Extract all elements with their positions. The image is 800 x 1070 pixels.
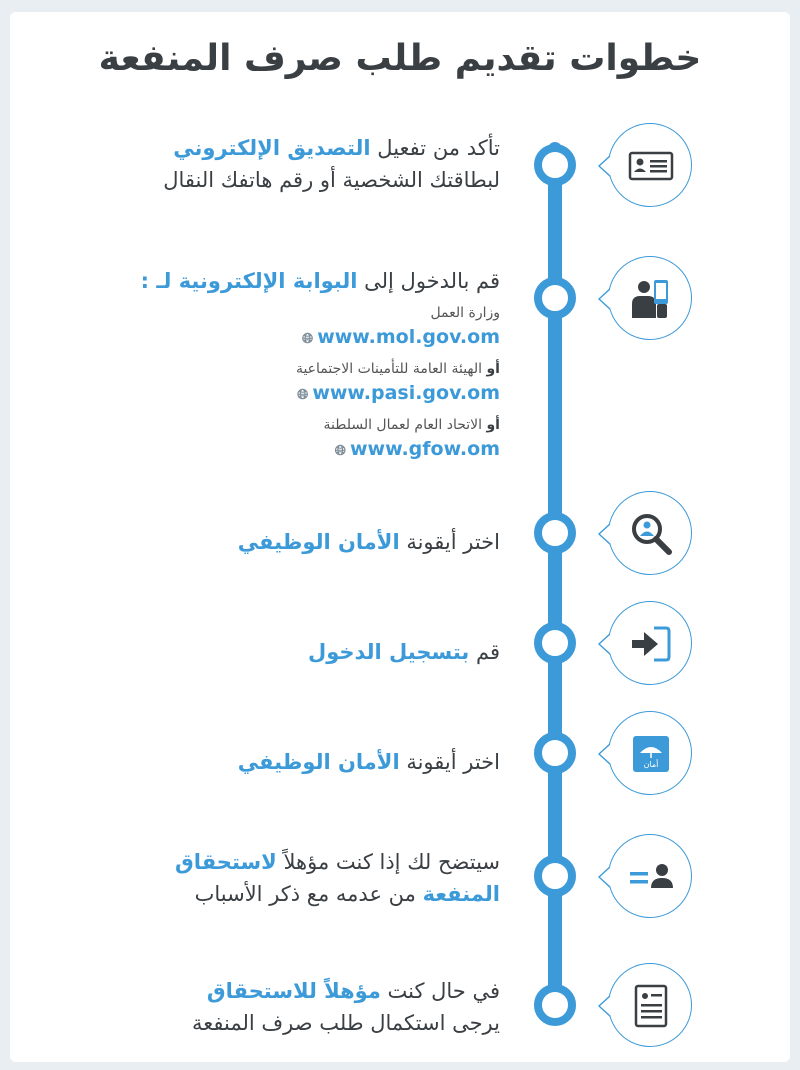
step-4-bubble bbox=[608, 601, 692, 685]
step-2-highlight: البوابة الإلكترونية لـ : bbox=[140, 269, 358, 293]
step-3-highlight: الأمان الوظيفي bbox=[237, 530, 400, 554]
step-3-bubble bbox=[608, 491, 692, 575]
step-2-bubble bbox=[608, 256, 692, 340]
site-1-label: وزارة العمل bbox=[430, 305, 500, 321]
site-2-url[interactable]: 🌐︎ www.pasi.gov.om bbox=[70, 379, 500, 409]
timeline-node-7 bbox=[534, 984, 576, 1026]
step-5-text bbox=[70, 746, 500, 778]
timeline-node-1 bbox=[534, 144, 576, 186]
globe-icon: 🌐︎ bbox=[334, 443, 346, 459]
step-6-text bbox=[70, 846, 500, 910]
step-1-pre: تأكد من تفعيل bbox=[370, 136, 500, 160]
step-1-bubble bbox=[608, 123, 692, 207]
site-2-label: أو الهيئة العامة للتأمينات الاجتماعية bbox=[295, 361, 500, 377]
step-2-text bbox=[70, 265, 500, 465]
step-6-highlight: لاستحقاق bbox=[175, 850, 277, 874]
step-7-bubble bbox=[608, 963, 692, 1047]
step-2-pre: قم بالدخول إلى bbox=[357, 269, 500, 293]
aman-logo-text: أمان bbox=[643, 760, 659, 769]
login-icon bbox=[626, 619, 676, 669]
aman-logo-icon bbox=[626, 729, 676, 779]
page-title: خطوات تقديم طلب صرف المنفعة bbox=[98, 38, 702, 79]
step-7-line2: يرجى استكمال طلب صرف المنفعة bbox=[192, 1011, 500, 1035]
step-1-text bbox=[70, 132, 500, 196]
user-phone-icon bbox=[626, 274, 676, 324]
search-user-icon bbox=[626, 509, 676, 559]
step-7-pre: في حال كنت bbox=[380, 979, 500, 1003]
step-6-line2: من عدمه مع ذكر الأسباب bbox=[194, 882, 423, 906]
step-4-pre: قم bbox=[469, 640, 500, 664]
step-4-text bbox=[70, 636, 500, 668]
step-5-pre: اختر أيقونة bbox=[399, 750, 500, 774]
step-6-line2-highlight: المنفعة bbox=[422, 882, 500, 906]
step-1-highlight: التصديق الإلكتروني bbox=[173, 136, 371, 160]
step-3-pre: اختر أيقونة bbox=[399, 530, 500, 554]
globe-icon: 🌐︎ bbox=[301, 331, 314, 347]
timeline-node-5 bbox=[534, 732, 576, 774]
step-1-line2: لبطاقتك الشخصية أو رقم هاتفك النقال bbox=[163, 168, 500, 192]
timeline-node-2 bbox=[534, 277, 576, 319]
step-5-bubble bbox=[608, 711, 692, 795]
document-icon bbox=[626, 981, 676, 1031]
step-4-highlight: بتسجيل الدخول bbox=[307, 640, 470, 664]
site-1-url[interactable]: 🌐︎ www.mol.gov.om bbox=[70, 323, 500, 353]
user-equals-icon bbox=[626, 852, 676, 902]
step-6-pre: سيتضح لك إذا كنت مؤهلاً bbox=[276, 850, 500, 874]
timeline-node-4 bbox=[534, 622, 576, 664]
step-7-highlight: مؤهلاً للاستحقاق bbox=[206, 979, 381, 1003]
infographic-card bbox=[10, 12, 790, 1062]
step-3-text bbox=[70, 526, 500, 558]
site-3-label: أو الاتحاد العام لعمال السلطنة bbox=[323, 417, 500, 433]
site-3-url[interactable]: 🌐︎ www.gfow.om bbox=[70, 435, 500, 465]
step-7-text bbox=[70, 975, 500, 1039]
timeline-node-6 bbox=[534, 855, 576, 897]
id-card-icon bbox=[626, 141, 676, 191]
step-5-highlight: الأمان الوظيفي bbox=[237, 750, 400, 774]
timeline-node-3 bbox=[534, 512, 576, 554]
globe-icon: 🌐︎ bbox=[297, 387, 309, 403]
step-6-bubble bbox=[608, 834, 692, 918]
